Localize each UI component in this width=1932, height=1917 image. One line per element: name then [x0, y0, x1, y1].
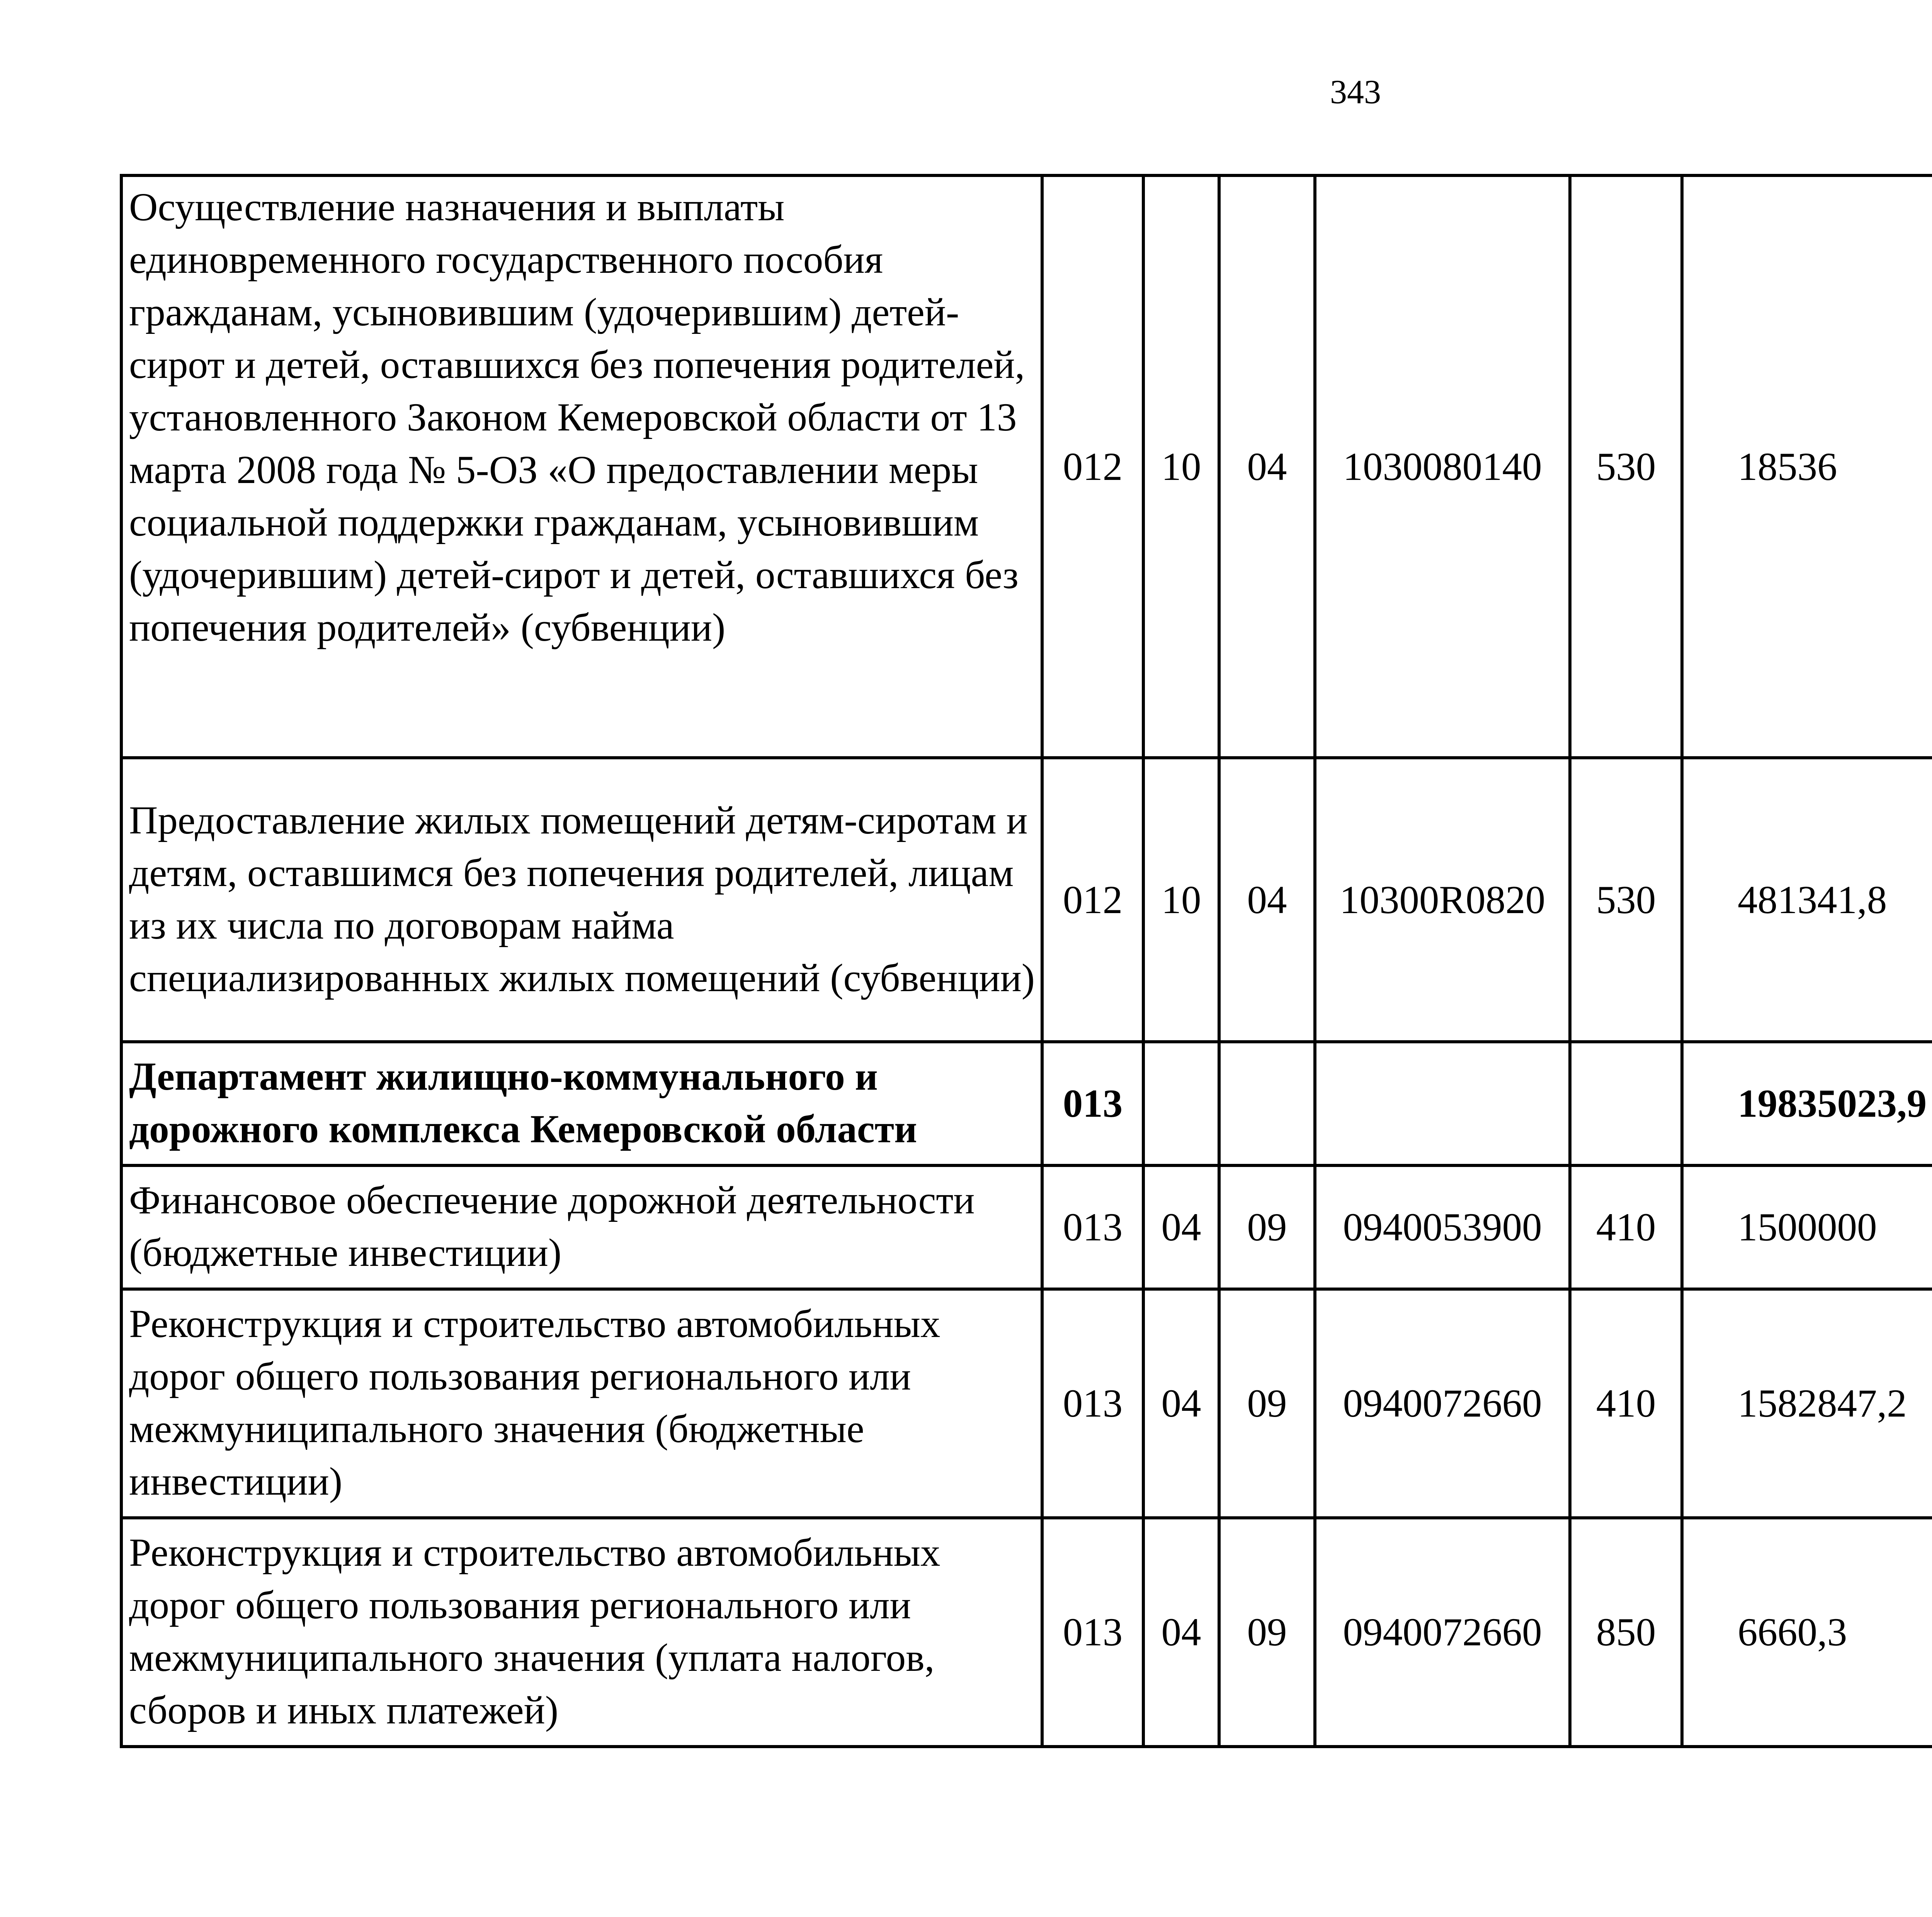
section-code-cell: 04 [1143, 1518, 1219, 1747]
subsection-code-cell: 04 [1219, 175, 1315, 758]
section-code-cell: 04 [1143, 1289, 1219, 1518]
section-code-cell: 10 [1143, 175, 1219, 758]
expense-name-cell: Предоставление жилых помещений детям-сиротам и детям, оставшимся без попечения родителей, лицам из их числа по договорам найма специализированных жилых помещений (субвенции) [121, 758, 1042, 1042]
table-row [121, 1165, 1932, 1289]
table-row [121, 1289, 1932, 1518]
target-article-cell: 0940053900 [1315, 1165, 1570, 1289]
target-article-cell: 1030080140 [1315, 175, 1570, 758]
department-name-cell: Департамент жилищно-коммунального и дорожного комплекса Кемеровской области [121, 1042, 1042, 1165]
table-row [121, 758, 1932, 1042]
expense-name-cell: Осуществление назначения и выплаты единовременного государственного пособия гражданам, усыновившим (удочерившим) детей-сирот и детей, оставшихся без попечения родителей, установленного Законом Кемеровской области от 13 марта 2008 года № 5-ОЗ «О предоставлении меры социальной поддержки гражданам, усыновившим (удочерившим) детей-сирот и детей, оставшихся без попечения родителей» (субвенции) [121, 175, 1042, 758]
expense-type-cell: 410 [1570, 1289, 1682, 1518]
department-code-cell: 013 [1042, 1518, 1143, 1747]
expense-type-cell [1570, 1042, 1682, 1165]
expense-type-cell: 530 [1570, 175, 1682, 758]
amount-year1-cell: 481341,8 [1682, 758, 1932, 1042]
amount-year1-cell: 1582847,2 [1682, 1289, 1932, 1518]
budget-table [120, 174, 1932, 1748]
target-article-cell: 0940072660 [1315, 1518, 1570, 1747]
expense-name-cell: Финансовое обеспечение дорожной деятельности (бюджетные инвестиции) [121, 1165, 1042, 1289]
amount-year1-cell: 6660,3 [1682, 1518, 1932, 1747]
section-code-cell [1143, 1042, 1219, 1165]
table-row-department-total [121, 1042, 1932, 1165]
department-code-cell: 012 [1042, 758, 1143, 1042]
amount-year1-cell: 18536 [1682, 175, 1932, 758]
department-code-cell: 012 [1042, 175, 1143, 758]
section-code-cell: 04 [1143, 1165, 1219, 1289]
expense-type-cell: 410 [1570, 1165, 1682, 1289]
amount-year1-cell: 19835023,9 [1682, 1042, 1932, 1165]
subsection-code-cell: 09 [1219, 1518, 1315, 1747]
target-article-cell: 10300R0820 [1315, 758, 1570, 1042]
table-row [121, 1518, 1932, 1747]
page-number: 343 [1330, 73, 1381, 111]
department-code-cell: 013 [1042, 1165, 1143, 1289]
target-article-cell [1315, 1042, 1570, 1165]
section-code-cell: 10 [1143, 758, 1219, 1042]
subsection-code-cell: 04 [1219, 758, 1315, 1042]
subsection-code-cell: 09 [1219, 1165, 1315, 1289]
expense-name-cell: Реконструкция и строительство автомобильных дорог общего пользования регионального или межмуниципального значения (бюджетные инвестиции) [121, 1289, 1042, 1518]
amount-year1-cell: 1500000 [1682, 1165, 1932, 1289]
table-row [121, 175, 1932, 758]
expense-type-cell: 850 [1570, 1518, 1682, 1747]
target-article-cell: 0940072660 [1315, 1289, 1570, 1518]
department-code-cell: 013 [1042, 1289, 1143, 1518]
department-code-cell: 013 [1042, 1042, 1143, 1165]
subsection-code-cell [1219, 1042, 1315, 1165]
subsection-code-cell: 09 [1219, 1289, 1315, 1518]
expense-type-cell: 530 [1570, 758, 1682, 1042]
expense-name-cell: Реконструкция и строительство автомобильных дорог общего пользования регионального или межмуниципального значения (уплата налогов, сборов и иных платежей) [121, 1518, 1042, 1747]
